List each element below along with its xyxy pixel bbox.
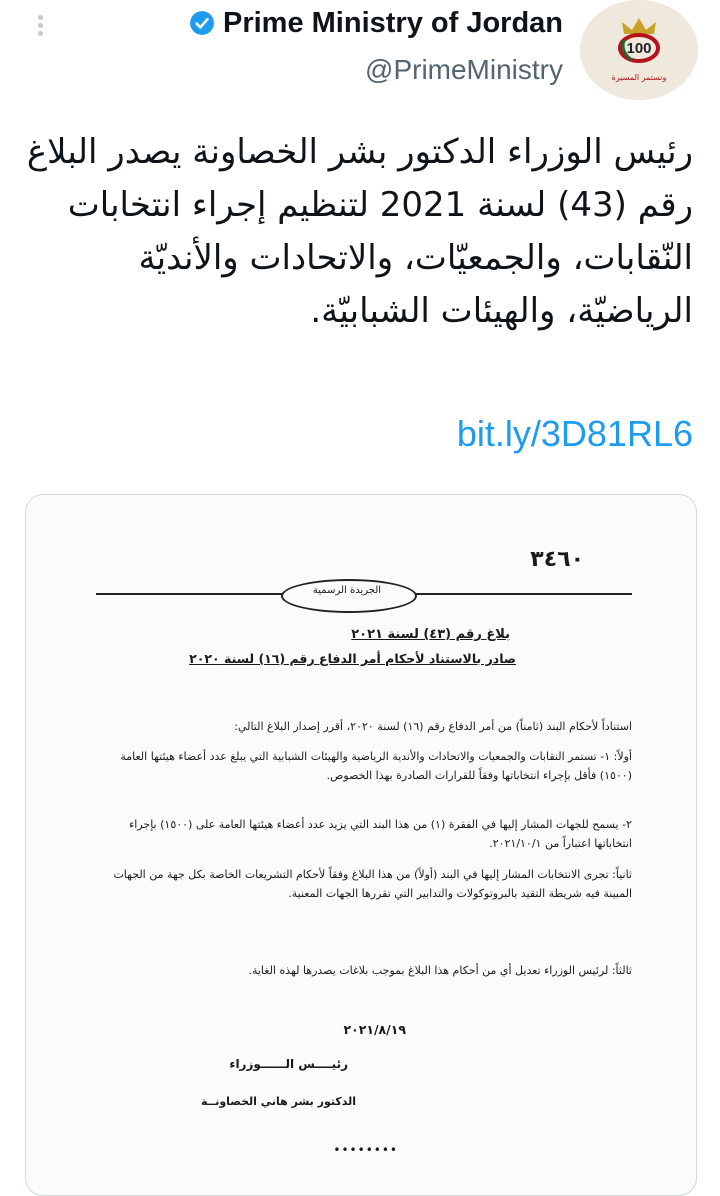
decree-date: ٢٠٢١/٨/١٩ (343, 1022, 406, 1037)
decree-intro: استناداً لأحكام البند (ثامناً) من أمر الدفاع رقم (١٦) لسنة ٢٠٢٠، أقرر إصدار البلاغ التالي: (234, 720, 632, 733)
decree-paragraph-third: ثانياً: تجرى الانتخابات المشار إليها في البند (أولاً) من هذا البلاغ وفقاً لأحكام التشريعات الخاصة بكل جهة من الجهات المبينة فيه شريطة التقيد بالبروتوكولات والتدابير التي تقررها الجهات المعنية. (113, 868, 632, 900)
page-bottom-marks: •••••••• (333, 1143, 398, 1157)
author-display-name[interactable]: Prime Ministry of Jordan (222, 7, 563, 39)
decree-paragraph-fourth: ثالثاً: لرئيس الوزراء تعديل أي من أحكام هذا البلاغ بموجب بلاغات يصدرها لهذه الغاية. (248, 964, 632, 977)
tweet-text: رئيس الوزراء الدكتور بشر الخصاونة يصدر البلاغ رقم (43) لسنة 2021 لتنظيم إجراء انتخابات النّقابات، والجمعيّات، والاتحادات والأنديّة الرياضيّة، والهيئات الشبابيّة. (26, 132, 693, 331)
signature-name: الدكتور بشر هاني الخصاونــة (201, 1095, 356, 1108)
more-options-icon[interactable] (32, 12, 48, 42)
tweet-author[interactable] (189, 4, 563, 90)
gazette-label: الجريدة الرسمية (312, 585, 382, 596)
avatar-logo-icon (580, 0, 698, 100)
avatar-badge-number: 100 (626, 40, 652, 57)
decree-title: بلاغ رقم (٤٣) لسنة ٢٠٢١ (351, 627, 510, 642)
avatar-caption: وتستمر المسيرة (611, 73, 667, 82)
decree-subtitle: صادر بالاستناد لأحكام أمر الدفاع رقم (١٦) لسنة ٢٠٢٠ (189, 651, 516, 666)
author-handle[interactable]: @PrimeMinistry (365, 54, 563, 85)
signature-title: رئيــــس الــــــوزراء (229, 1057, 348, 1071)
tweet-header (0, 0, 720, 110)
verified-badge-icon (189, 10, 215, 36)
tweet-link[interactable]: bit.ly/3D81RL6 (456, 413, 693, 454)
decree-paragraph-second: ٢- يسمح للجهات المشار إليها في الفقرة (١) من هذا البند التي يزيد عدد أعضاء هيئتها العامة على (١٥٠٠) بإجراء انتخاباتها اعتباراً من ٢٠٢١/١٠/١. (129, 818, 632, 850)
decree-paragraph-first: أولاً: ١- تستمر النقابات والجمعيات والاتحادات والأندية الرياضية والهيئات الشبابية التي يبلغ عدد أعضاء هيئتها العامة (١٥٠٠) فأقل بإجراء انتخاباتها وفقاً للقرارات الصادرة بهذا الخصوص. (120, 750, 632, 782)
attached-document-image[interactable] (25, 494, 697, 1196)
gazette-page-number: ٣٤٦٠ (530, 547, 584, 572)
author-avatar[interactable] (580, 0, 698, 100)
official-gazette-page (26, 495, 696, 1195)
